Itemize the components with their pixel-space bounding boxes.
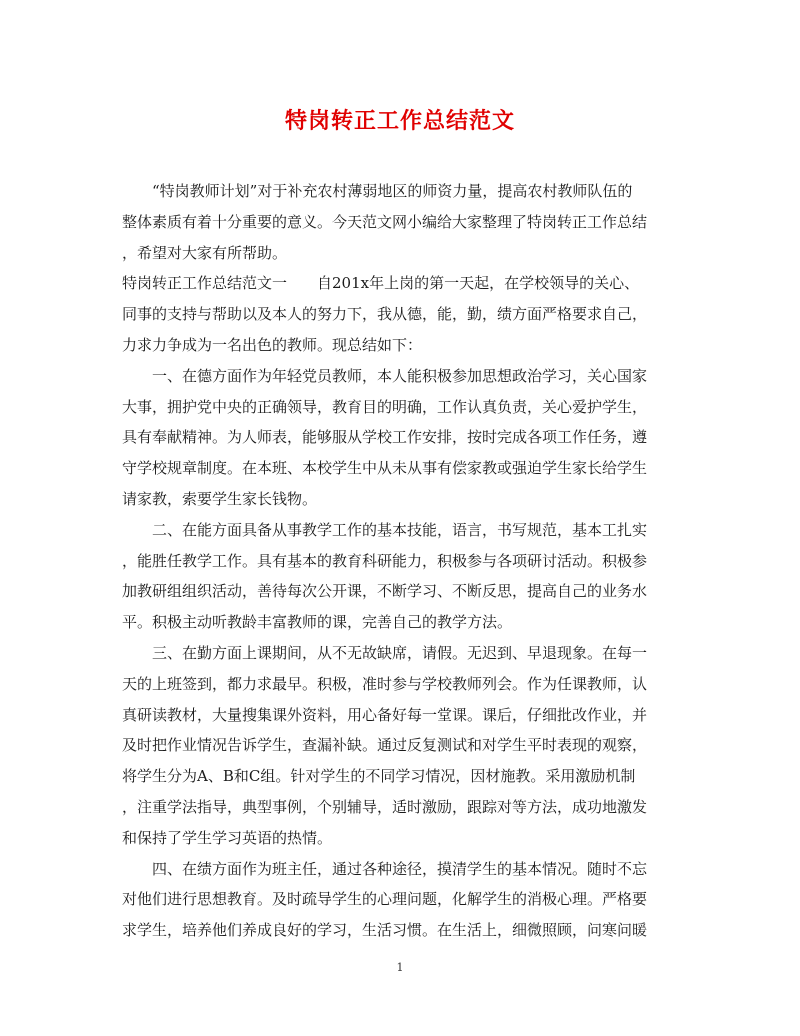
text-line: 及时把作业情况告诉学生，查漏补缺。通过反复测试和对学生平时表现的观察， [122, 736, 648, 755]
text-line: 将学生分为A、B和C组。针对学生的不同学习情况，因材施教。采用激励机制 [122, 767, 636, 786]
text-line: 特岗转正工作总结范文一 自201x年上岗的第一天起，在学校领导的关心、 [122, 274, 640, 293]
text-line: ，能胜任教学工作。具有基本的教育科研能力，积极参与各项研讨活动。积极参 [122, 551, 648, 570]
text-line: 三、在勤方面上课期间，从不无故缺席，请假。无迟到、早退现象。在每一 [152, 643, 648, 662]
text-line: 平。积极主动听教龄丰富教师的课，完善自己的教学方法。 [122, 613, 513, 632]
text-line: 请家教，索要学生家长钱物。 [122, 489, 318, 508]
text-line: 守学校规章制度。在本班、本校学生中从未从事有偿家教或强迫学生家长给学生 [122, 459, 648, 478]
text-line: ，注重学法指导，典型事例，个别辅导，适时激励，跟踪对等方法，成功地激发 [122, 797, 648, 816]
text-line: 加教研组组织活动，善待每次公开课，不断学习、不断反思，提高自己的业务水 [122, 582, 648, 601]
text-line: 和保持了学生学习英语的热情。 [122, 828, 333, 847]
page-number: 1 [396, 961, 404, 974]
text-line: 真研读教材，大量搜集课外资料，用心备好每一堂课。课后，仔细批改作业，并 [122, 705, 648, 724]
text-line: 对他们进行思想教育。及时疏导学生的心理问题，化解学生的消极心理。严格要 [122, 890, 648, 909]
text-line: 整体素质有着十分重要的意义。今天范文网小编给大家整理了特岗转正工作总结 [122, 212, 648, 231]
document-title: 特岗转正工作总结范文 [284, 109, 515, 134]
text-line: “特岗教师计划”对于补充农村薄弱地区的师资力量，提高农村教师队伍的 [152, 182, 633, 200]
text-line: 二、在能方面具备从事教学工作的基本技能，语言，书写规范，基本工扎实 [152, 520, 648, 539]
text-line: 同事的支持与帮助以及本人的努力下，我从德，能，勤，绩方面严格要求自己， [122, 305, 648, 324]
text-line: 大事，拥护党中央的正确领导，教育目的明确，工作认真负责，关心爱护学生， [122, 397, 648, 416]
text-line: 天的上班签到，都力求最早。积极，准时参与学校教师列会。作为任课教师，认 [122, 674, 648, 693]
text-line: 具有奉献精神。为人师表，能够服从学校工作安排，按时完成各项工作任务，遵 [122, 428, 648, 447]
text-line: 四、在绩方面作为班主任，通过各种途径，摸清学生的基本情况。随时不忘 [152, 859, 648, 878]
text-line: 力求力争成为一名出色的教师。现总结如下： [122, 335, 423, 354]
text-line: 求学生，培养他们养成良好的学习，生活习惯。在生活上，细微照顾，问寒问暖 [122, 921, 648, 940]
document-body [122, 176, 678, 946]
text-line: 一、在德方面作为年轻党员教师，本人能积极参加思想政治学习，关心国家 [152, 366, 648, 385]
text-line: ，希望对大家有所帮助。 [122, 243, 288, 262]
